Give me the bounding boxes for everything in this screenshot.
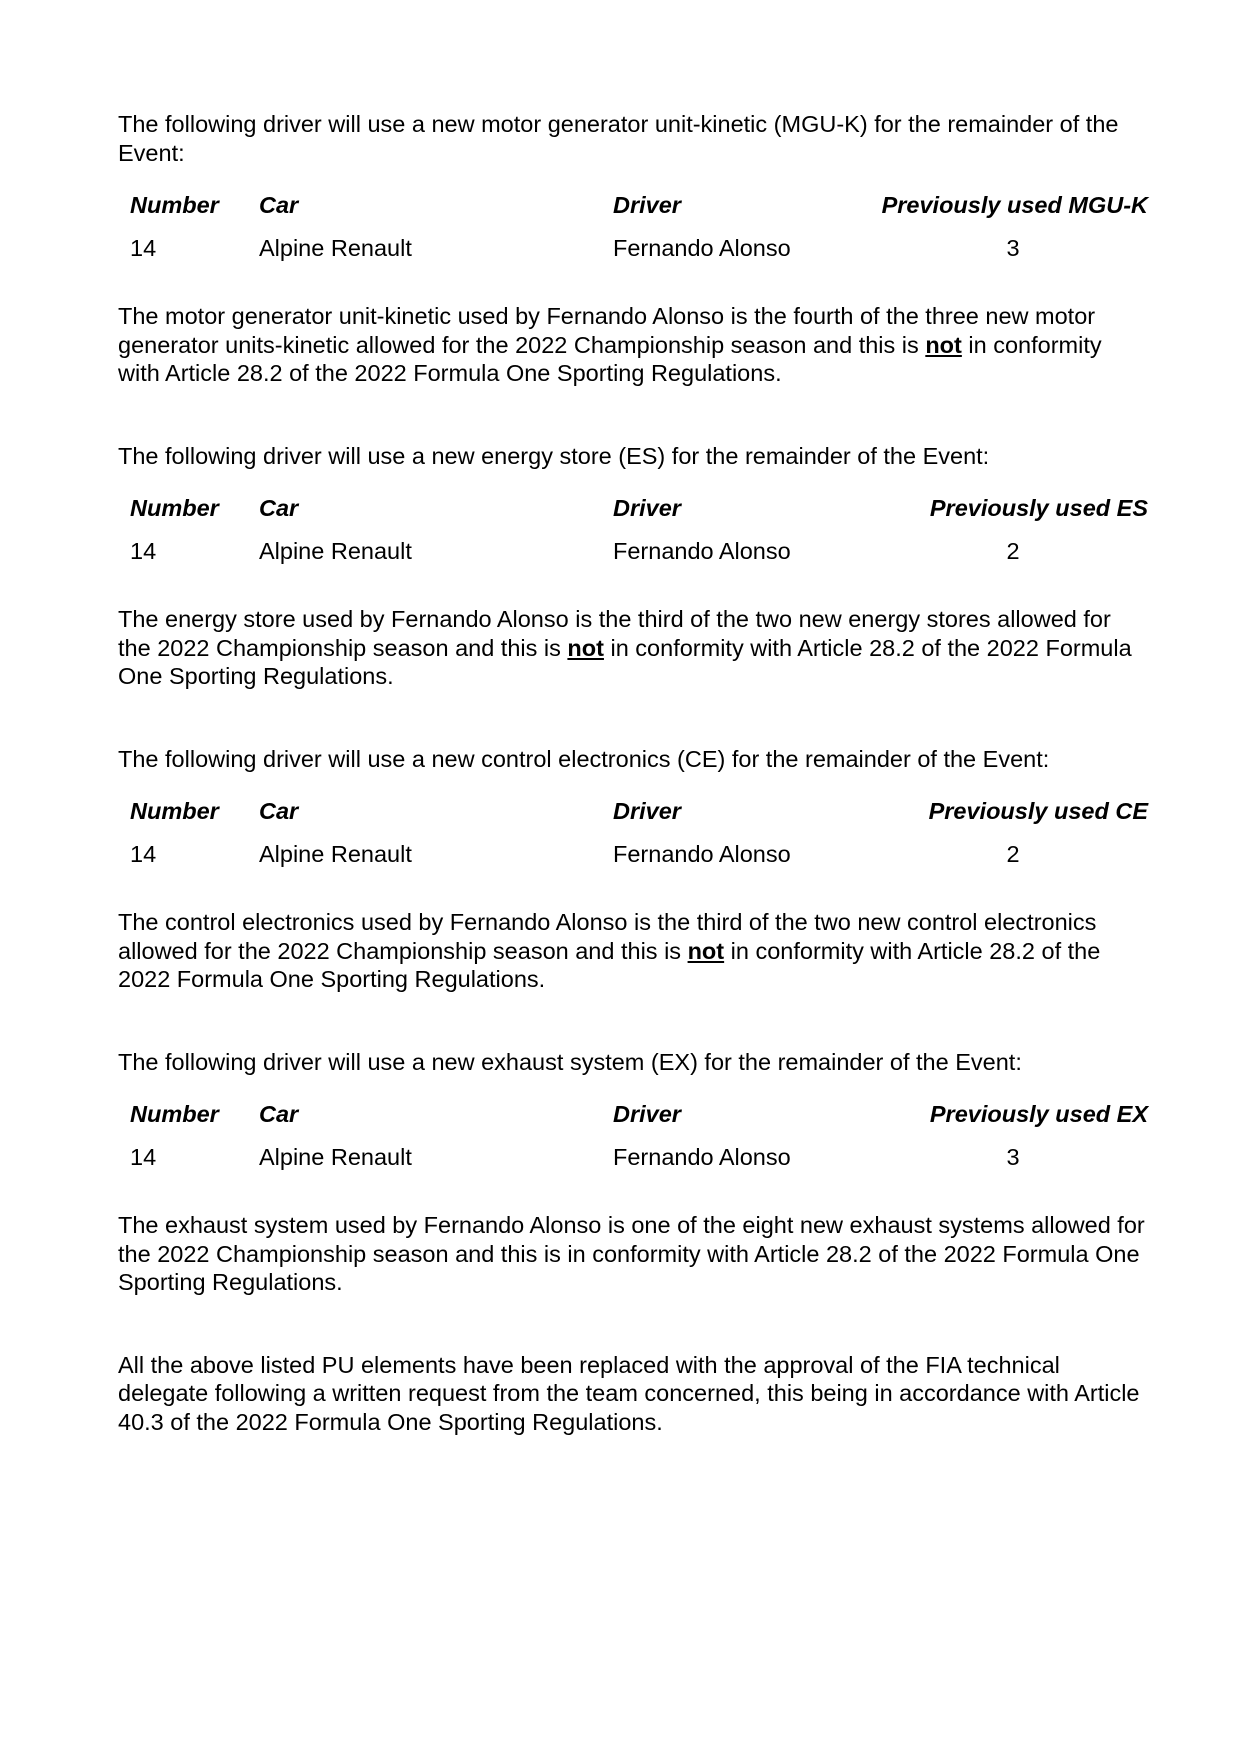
section-ex: [118, 1048, 1148, 1297]
header-number: Number: [130, 1101, 219, 1127]
section-es: [118, 442, 1148, 691]
component-table: [118, 494, 1148, 580]
section-intro: The following driver will use a new energy store (ES) for the remainder of the Event:: [118, 442, 990, 469]
header-number: Number: [130, 495, 219, 521]
header-previously-used: Previously used ES: [929, 495, 1148, 521]
body-text: The motor generator unit-kinetic used by Fernando Alonso is the fourth of the three new motor generator units-kinetic allowed for the 2022 Championship season and this is: [118, 303, 1096, 358]
cell-number: 14: [130, 841, 157, 867]
component-table: [118, 191, 1148, 277]
cell-driver: Fernando Alonso: [613, 1144, 791, 1170]
body-text: The exhaust system used by Fernando Alonso is one of the eight new exhaust systems allowed for the 2022 Championship season and this is in conformity with Article 28.2 of the 2022 Formula One Sporting Regulations.: [118, 1212, 1145, 1295]
section-intro: The following driver will use a new control electronics (CE) for the remainder of the Event:: [118, 745, 1050, 772]
header-car: Car: [259, 495, 299, 521]
cell-car: Alpine Renault: [259, 1144, 412, 1170]
emphasis-not: not: [567, 634, 604, 661]
header-number: Number: [130, 192, 219, 218]
header-car: Car: [259, 192, 299, 218]
section-mgu-k: [118, 110, 1148, 388]
header-car: Car: [259, 1101, 299, 1127]
section-ce: [118, 745, 1148, 994]
section-body: [118, 1211, 1148, 1297]
header-previously-used: Previously used CE: [928, 798, 1148, 824]
cell-driver: Fernando Alonso: [613, 538, 791, 564]
cell-number: 14: [130, 538, 157, 564]
section-body: [118, 605, 1148, 691]
header-car: Car: [259, 798, 299, 824]
emphasis-not: not: [925, 331, 962, 358]
section-body: [118, 302, 1148, 388]
header-driver: Driver: [613, 798, 681, 824]
cell-number: 14: [130, 1144, 157, 1170]
header-previously-used: Previously used EX: [929, 1101, 1148, 1127]
header-driver: Driver: [613, 1101, 681, 1127]
cell-car: Alpine Renault: [259, 538, 412, 564]
body-text: in conformity with Article 28.2 of the 2022 Formula One Sporting Regulations.: [118, 937, 1101, 992]
section-intro: The following driver will use a new motor generator unit-kinetic (MGU-K) for the remainder of the Event:: [118, 111, 1119, 166]
cell-car: Alpine Renault: [259, 235, 412, 261]
cell-previously-used: 2: [1006, 841, 1020, 867]
cell-previously-used: 2: [1006, 538, 1020, 564]
header-driver: Driver: [613, 192, 681, 218]
cell-previously-used: 3: [1006, 1144, 1020, 1170]
section-body: [118, 908, 1148, 994]
document-page: [118, 110, 1148, 1436]
body-text: in conformity with Article 28.2 of the 2022 Formula One Sporting Regulations.: [118, 331, 1102, 386]
header-driver: Driver: [613, 495, 681, 521]
header-number: Number: [130, 798, 219, 824]
cell-driver: Fernando Alonso: [613, 235, 791, 261]
cell-previously-used: 3: [1006, 235, 1020, 261]
section-intro: The following driver will use a new exhaust system (EX) for the remainder of the Event:: [118, 1048, 1022, 1075]
component-table: [118, 797, 1148, 883]
emphasis-not: not: [687, 937, 725, 964]
body-text: The control electronics used by Fernando Alonso is the third of the two new control electronics allowed for the 2022 Championship season and this is: [118, 909, 1097, 964]
body-text: in conformity with Article 28.2 of the 2022 Formula One Sporting Regulations.: [118, 634, 1132, 689]
cell-number: 14: [130, 235, 157, 261]
component-table: [118, 1100, 1148, 1186]
cell-driver: Fernando Alonso: [613, 841, 791, 867]
header-previously-used: Previously used MGU-K: [881, 192, 1148, 218]
body-text: The energy store used by Fernando Alonso is the third of the two new energy stores allowed for the 2022 Championship season and this is: [118, 606, 1111, 661]
cell-car: Alpine Renault: [259, 841, 412, 867]
closing-paragraph: All the above listed PU elements have been replaced with the approval of the FIA technical delegate following a written request from the team concerned, this being in accordance with Article 40.3 of the 2022 Formula One Sporting Regulations.: [118, 1351, 1140, 1435]
